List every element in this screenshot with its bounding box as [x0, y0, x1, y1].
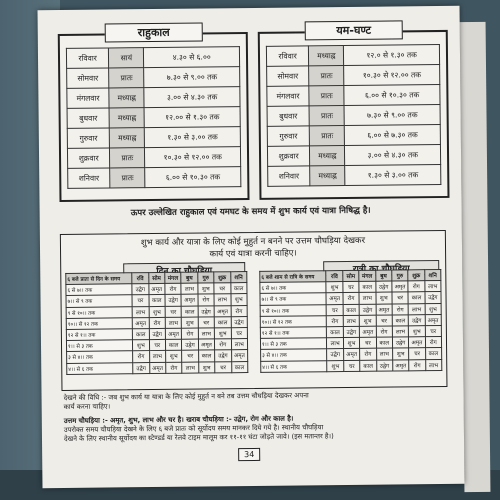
choghadiya-cell: चर: [425, 325, 442, 336]
choghadiya-cell: शुभ: [166, 351, 183, 362]
time-header-cell: ६ बजे शाम से रात्रि के समय: [260, 271, 327, 283]
choghadiya-cell: चर: [149, 340, 166, 351]
choghadiya-cell: शुभ: [198, 361, 215, 372]
day-header-cell: शुक्र: [214, 272, 231, 283]
day-header-cell: बुध: [375, 270, 391, 281]
weekday-cell: मंगलवार: [267, 86, 309, 106]
weekday-cell: शनिवार: [268, 166, 310, 186]
choghadiya-cell: काल: [425, 348, 442, 359]
time-slot-cell: ७।। से ९ तक: [66, 295, 132, 307]
time-slot-cell: १०।। से १२ तक: [66, 317, 132, 329]
choghadiya-cell: चर: [132, 295, 149, 306]
choghadiya-cell: रोग: [182, 328, 199, 339]
next-page-edge: [460, 22, 491, 492]
choghadiya-cell: उद्वेग: [408, 314, 424, 325]
weekday-cell: शुक्रवार: [67, 148, 109, 168]
time-range-cell: १२.० से १.३० तक: [344, 45, 440, 66]
choghadiya-cell: उद्वेग: [359, 304, 375, 315]
choghadiya-cell: लाभ: [214, 294, 231, 305]
time-range-cell: १०.३० से १२.०० तक: [145, 147, 241, 168]
choghadiya-cell: चर: [392, 292, 408, 303]
choghadiya-cell: लाभ: [149, 351, 166, 362]
choghadiya-cell: चर: [165, 306, 182, 317]
choghadiya-cell: अमृत: [343, 349, 359, 360]
choghadiya-cell: शुभ: [198, 283, 215, 294]
weekday-cell: रविवार: [66, 48, 108, 68]
day-header-cell: मंगल: [359, 270, 375, 281]
weekday-cell: सोमवार: [67, 68, 109, 88]
book-page: [38, 6, 465, 488]
choghadiya-cell: शुभ: [231, 294, 248, 305]
period-cell: मध्याह्न: [109, 88, 144, 108]
time-slot-cell: ९ से १०।। तक: [260, 304, 327, 316]
table-row: [67, 361, 248, 374]
choghadiya-cell: उद्वेग: [215, 350, 232, 361]
choghadiya-cell: लाभ: [359, 293, 375, 304]
day-header-cell: गुरु: [392, 270, 408, 281]
time-slot-cell: १२ से १।। तक: [260, 327, 327, 339]
choghadiya-cell: लाभ: [376, 348, 392, 359]
choghadiya-cell: उद्वेग: [327, 349, 343, 360]
choghadiya-intro-line1: शुभ कार्य और यात्रा के लिए कोई मुहुर्त न बनने पर उत्तम चौघड़िया देखकर: [140, 235, 366, 249]
choghadiya-cell: काल: [360, 360, 376, 371]
choghadiya-cell: चर: [344, 360, 360, 371]
weekday-cell: सोमवार: [267, 66, 309, 86]
choghadiya-cell: रोग: [392, 303, 408, 314]
choghadiya-cell: काल: [165, 339, 182, 350]
choghadiya-cell: काल: [392, 315, 408, 326]
choghadiya-cell: काल: [376, 337, 392, 348]
day-choghadiya-table: [65, 271, 248, 375]
choghadiya-cell: उद्वेग: [133, 362, 150, 373]
choghadiya-cell: काल: [231, 361, 248, 372]
time-range-cell: ६.०० से १०.३० तक: [145, 167, 241, 188]
table-row: [261, 359, 442, 372]
choghadiya-cell: रोग: [165, 283, 182, 294]
choghadiya-cell: चर: [409, 348, 425, 359]
choghadiya-cell: अमृत: [132, 317, 149, 328]
weekday-cell: रविवार: [266, 46, 308, 66]
choghadiya-cell: उद्वेग: [343, 326, 359, 337]
choghadiya-cell: रोग: [343, 293, 359, 304]
choghadiya-cell: शुभ: [327, 360, 343, 371]
choghadiya-cell: उद्वेग: [165, 295, 182, 306]
choghadiya-cell: चर: [343, 282, 359, 293]
choghadiya-cell: अमृत: [393, 359, 409, 370]
choghadiya-cell: शुभ: [392, 348, 408, 359]
time-slot-cell: ४।। से ६ तक: [261, 360, 328, 372]
time-slot-cell: १२ से १।। तक: [66, 329, 132, 341]
yamghant-title: यम-घण्ट: [305, 20, 403, 40]
choghadiya-cell: चर: [231, 327, 248, 338]
choghadiya-cell: काल: [133, 329, 150, 340]
period-cell: मध्याह्न: [309, 46, 344, 66]
choghadiya-cell: शुभ: [425, 303, 442, 314]
choghadiya-cell: लाभ: [181, 283, 198, 294]
choghadiya-cell: रोग: [409, 359, 425, 370]
table-row: [267, 65, 440, 87]
choghadiya-cell: उद्वेग: [198, 305, 215, 316]
choghadiya-cell: शुभ: [359, 315, 375, 326]
time-range-cell: ३.०० से ४.३० तक: [144, 87, 240, 108]
choghadiya-intro-line2: कार्य एवं यात्रा करनी चाहिए।: [209, 248, 297, 260]
weekday-cell: शनिवार: [68, 168, 110, 188]
table-row: [266, 45, 439, 67]
period-cell: प्रातः: [110, 168, 145, 188]
page-number: 34: [238, 448, 260, 461]
day-header-cell: बुध: [181, 272, 198, 283]
choghadiya-cell: उद्वेग: [182, 339, 199, 350]
choghadiya-cell: रोग: [408, 281, 424, 292]
day-header-cell: शनि: [424, 270, 441, 281]
choghadiya-cell: लाभ: [425, 359, 442, 370]
time-slot-cell: ७।। से ९ तक: [260, 293, 327, 305]
table-row: [67, 147, 240, 169]
day-header-cell: सोम: [148, 272, 165, 283]
choghadiya-cell: रोग: [166, 362, 183, 373]
choghadiya-cell: शुभ: [409, 326, 425, 337]
period-cell: मध्याह्न: [310, 146, 345, 166]
note-line2: देखने के लिए स्थानीय सूर्योदय का स्टेण्डर्ड या रेलवे टाइम मालूम कर ११-११ घंटा जोड़ते जावे। (इस मतान्तर है।): [63, 432, 334, 443]
choghadiya-cell: चर: [182, 350, 199, 361]
choghadiya-cell: लाभ: [182, 362, 199, 373]
time-range-cell: ६.०० से १०.३० तक: [344, 85, 440, 106]
choghadiya-cell: रोग: [425, 337, 442, 348]
choghadiya-cell: उद्वेग: [231, 316, 248, 327]
choghadiya-cell: अमृत: [376, 304, 392, 315]
rahukal-box: [58, 25, 250, 202]
period-cell: प्रातः: [309, 106, 344, 126]
choghadiya-cell: चर: [376, 315, 392, 326]
time-slot-cell: १।। से ३ तक: [66, 340, 132, 352]
time-slot-cell: ३ से ४।। तक: [261, 349, 328, 361]
method-line1: देखने की विधि :- जब शुभ कार्य या यात्रा के लिए कोई मुहुर्त न बने तब उत्तम चौघड़िया देखकर अपना: [63, 391, 309, 402]
choghadiya-cell: अमृत: [165, 328, 182, 339]
choghadiya-cell: रोग: [231, 305, 248, 316]
time-range-cell: १.३० से ३.०० तक: [345, 165, 441, 186]
table-row: [68, 167, 241, 189]
weekday-cell: गुरुवार: [267, 126, 309, 146]
table-row: [267, 85, 440, 107]
choghadiya-cell: शुभ: [214, 328, 231, 339]
time-range-cell: १०.३० से १२.०० तक: [344, 65, 440, 86]
choghadiya-cell: अमृत: [360, 326, 376, 337]
weekday-cell: बुधवार: [67, 108, 109, 128]
time-range-cell: ७.३० से ९.०० तक: [144, 67, 240, 88]
weekday-cell: मंगलवार: [67, 88, 109, 108]
choghadiya-cell: काल: [230, 283, 247, 294]
time-slot-cell: ६ से ७।। तक: [260, 282, 327, 294]
time-slot-cell: ९ से १०।। तक: [66, 306, 132, 318]
time-slot-cell: ४।। से ६ तक: [67, 362, 133, 374]
choghadiya-cell: लाभ: [424, 281, 441, 292]
table-row: [67, 107, 240, 129]
rahukal-table: [66, 46, 241, 189]
choghadiya-cell: काल: [149, 295, 166, 306]
choghadiya-cell: लाभ: [198, 328, 215, 339]
yamghant-table: [266, 44, 441, 187]
choghadiya-cell: अमृत: [425, 314, 442, 325]
table-row: [267, 105, 440, 127]
choghadiya-cell: काल: [408, 292, 424, 303]
period-cell: मध्याह्न: [109, 108, 144, 128]
period-cell: सायं: [109, 48, 144, 68]
choghadiya-cell: रोग: [327, 315, 343, 326]
choghadiya-cell: काल: [181, 306, 198, 317]
choghadiya-cell: लाभ: [327, 338, 343, 349]
day-header-cell: शुक्र: [408, 270, 424, 281]
choghadiya-cell: अमृत: [231, 350, 248, 361]
choghadiya-cell: चर: [360, 337, 376, 348]
table-row: [66, 47, 239, 69]
note-line1: उपरोक्त समय चौघड़िया देखने के लिए ६ बजे प्रातः को सूर्योदय समय मानकर दिये गये है। स्थानीय चौघड़िया: [63, 423, 324, 434]
choghadiya-cell: उद्वेग: [392, 337, 408, 348]
period-cell: मध्याह्न: [110, 128, 145, 148]
table-row: [267, 145, 440, 167]
choghadiya-cell: काल: [214, 316, 231, 327]
time-range-cell: ७.३० से ९.०० तक: [344, 105, 440, 126]
day-header-cell: शनि: [230, 272, 247, 283]
choghadiya-cell: लाभ: [408, 303, 424, 314]
period-cell: प्रातः: [309, 86, 344, 106]
choghadiya-cell: लाभ: [132, 306, 149, 317]
choghadiya-cell: अमृत: [198, 339, 215, 350]
period-cell: प्रातः: [110, 148, 145, 168]
day-header-cell: रवि: [132, 273, 149, 284]
choghadiya-cell: उद्वेग: [149, 328, 166, 339]
choghadiya-cell: चर: [215, 361, 232, 372]
table-row: [67, 67, 240, 89]
choghadiya-cell: रोग: [376, 326, 392, 337]
choghadiya-cell: काल: [327, 326, 343, 337]
day-header-cell: रवि: [326, 271, 342, 282]
time-header-cell: ६ बजे प्रातः से दिन के समय: [66, 273, 132, 285]
choghadiya-cell: चर: [214, 283, 231, 294]
choghadiya-cell: शुभ: [149, 306, 166, 317]
period-cell: मध्याह्न: [310, 166, 345, 186]
method-line2: कार्य करना चाहिए।: [63, 402, 111, 411]
choghadiya-cell: लाभ: [165, 317, 182, 328]
time-range-cell: १२.०० से १.३० तक: [144, 107, 240, 128]
choghadiya-cell: लाभ: [343, 315, 359, 326]
choghadiya-cell: अमृत: [149, 362, 166, 373]
choghadiya-cell: रोग: [149, 317, 166, 328]
choghadiya-cell: रोग: [198, 294, 215, 305]
choghadiya-cell: अमृत: [326, 293, 342, 304]
choghadiya-cell: रोग: [133, 351, 150, 362]
choghadiya-cell: अमृत: [148, 284, 165, 295]
choghadiya-cell: अमृत: [409, 337, 425, 348]
rahukal-title: राहुकाल: [105, 22, 203, 42]
day-header-cell: सोम: [343, 270, 359, 281]
choghadiya-cell: काल: [359, 281, 375, 292]
choghadiya-cell: उद्वेग: [132, 284, 149, 295]
period-cell: प्रातः: [310, 126, 345, 146]
choghadiya-cell: चर: [198, 317, 215, 328]
period-cell: प्रातः: [309, 66, 344, 86]
choghadiya-cell: अमृत: [181, 294, 198, 305]
choghadiya-cell: शुभ: [326, 282, 342, 293]
choghadiya-cell: उद्वेग: [425, 292, 442, 303]
choghadiya-cell: काल: [343, 304, 359, 315]
choghadiya-cell: रोग: [360, 349, 376, 360]
choghadiya-box: [60, 230, 448, 391]
good-bad-line: उत्तम चौघड़िया :- अमृत, शुभ, लाभ और चर है। खराब चौघड़िया :- उद्वेग, रोग और काल है।: [63, 414, 294, 425]
choghadiya-cell: काल: [198, 350, 215, 361]
table-row: [67, 87, 240, 109]
time-slot-cell: १०।। से १२ तक: [260, 315, 327, 327]
choghadiya-cell: रोग: [215, 339, 232, 350]
weekday-cell: शुक्रवार: [267, 146, 309, 166]
choghadiya-cell: लाभ: [231, 339, 248, 350]
choghadiya-cell: शुभ: [343, 337, 359, 348]
warning-note: ऊपर उल्लेखित राहुकाल एवं यमघट के समय में शुभ कार्य एवं यात्रा निषिद्ध है।: [130, 205, 371, 219]
choghadiya-cell: उद्वेग: [376, 360, 392, 371]
time-slot-cell: ३ से ४।। तक: [67, 351, 133, 363]
time-slot-cell: ६ से ७।। तक: [66, 284, 132, 296]
time-range-cell: ६.०० से ७.३० तक: [345, 125, 441, 146]
day-header-cell: मंगल: [165, 272, 182, 283]
choghadiya-cell: शुभ: [376, 292, 392, 303]
choghadiya-cell: लाभ: [392, 326, 408, 337]
choghadiya-cell: अमृत: [392, 281, 408, 292]
yamghant-box: [258, 23, 450, 200]
night-choghadiya-table: [259, 269, 442, 373]
table-row: [268, 165, 441, 187]
choghadiya-cell: अमृत: [214, 305, 231, 316]
time-range-cell: १.३० से ३.०० तक: [145, 127, 241, 148]
choghadiya-cell: शुभ: [182, 317, 199, 328]
table-row: [67, 127, 240, 149]
table-row: [267, 125, 440, 147]
period-cell: प्रातः: [109, 68, 144, 88]
day-header-cell: गुरु: [197, 272, 214, 283]
weekday-cell: बुधवार: [267, 106, 309, 126]
time-range-cell: ३.०० से ४.३० तक: [345, 145, 441, 166]
choghadiya-cell: शुभ: [133, 340, 150, 351]
weekday-cell: गुरुवार: [67, 128, 109, 148]
choghadiya-cell: उद्वेग: [375, 281, 391, 292]
choghadiya-cell: चर: [327, 304, 343, 315]
time-slot-cell: १।। से ३ तक: [260, 338, 327, 350]
time-range-cell: ४.३० से ६.००: [144, 47, 240, 68]
